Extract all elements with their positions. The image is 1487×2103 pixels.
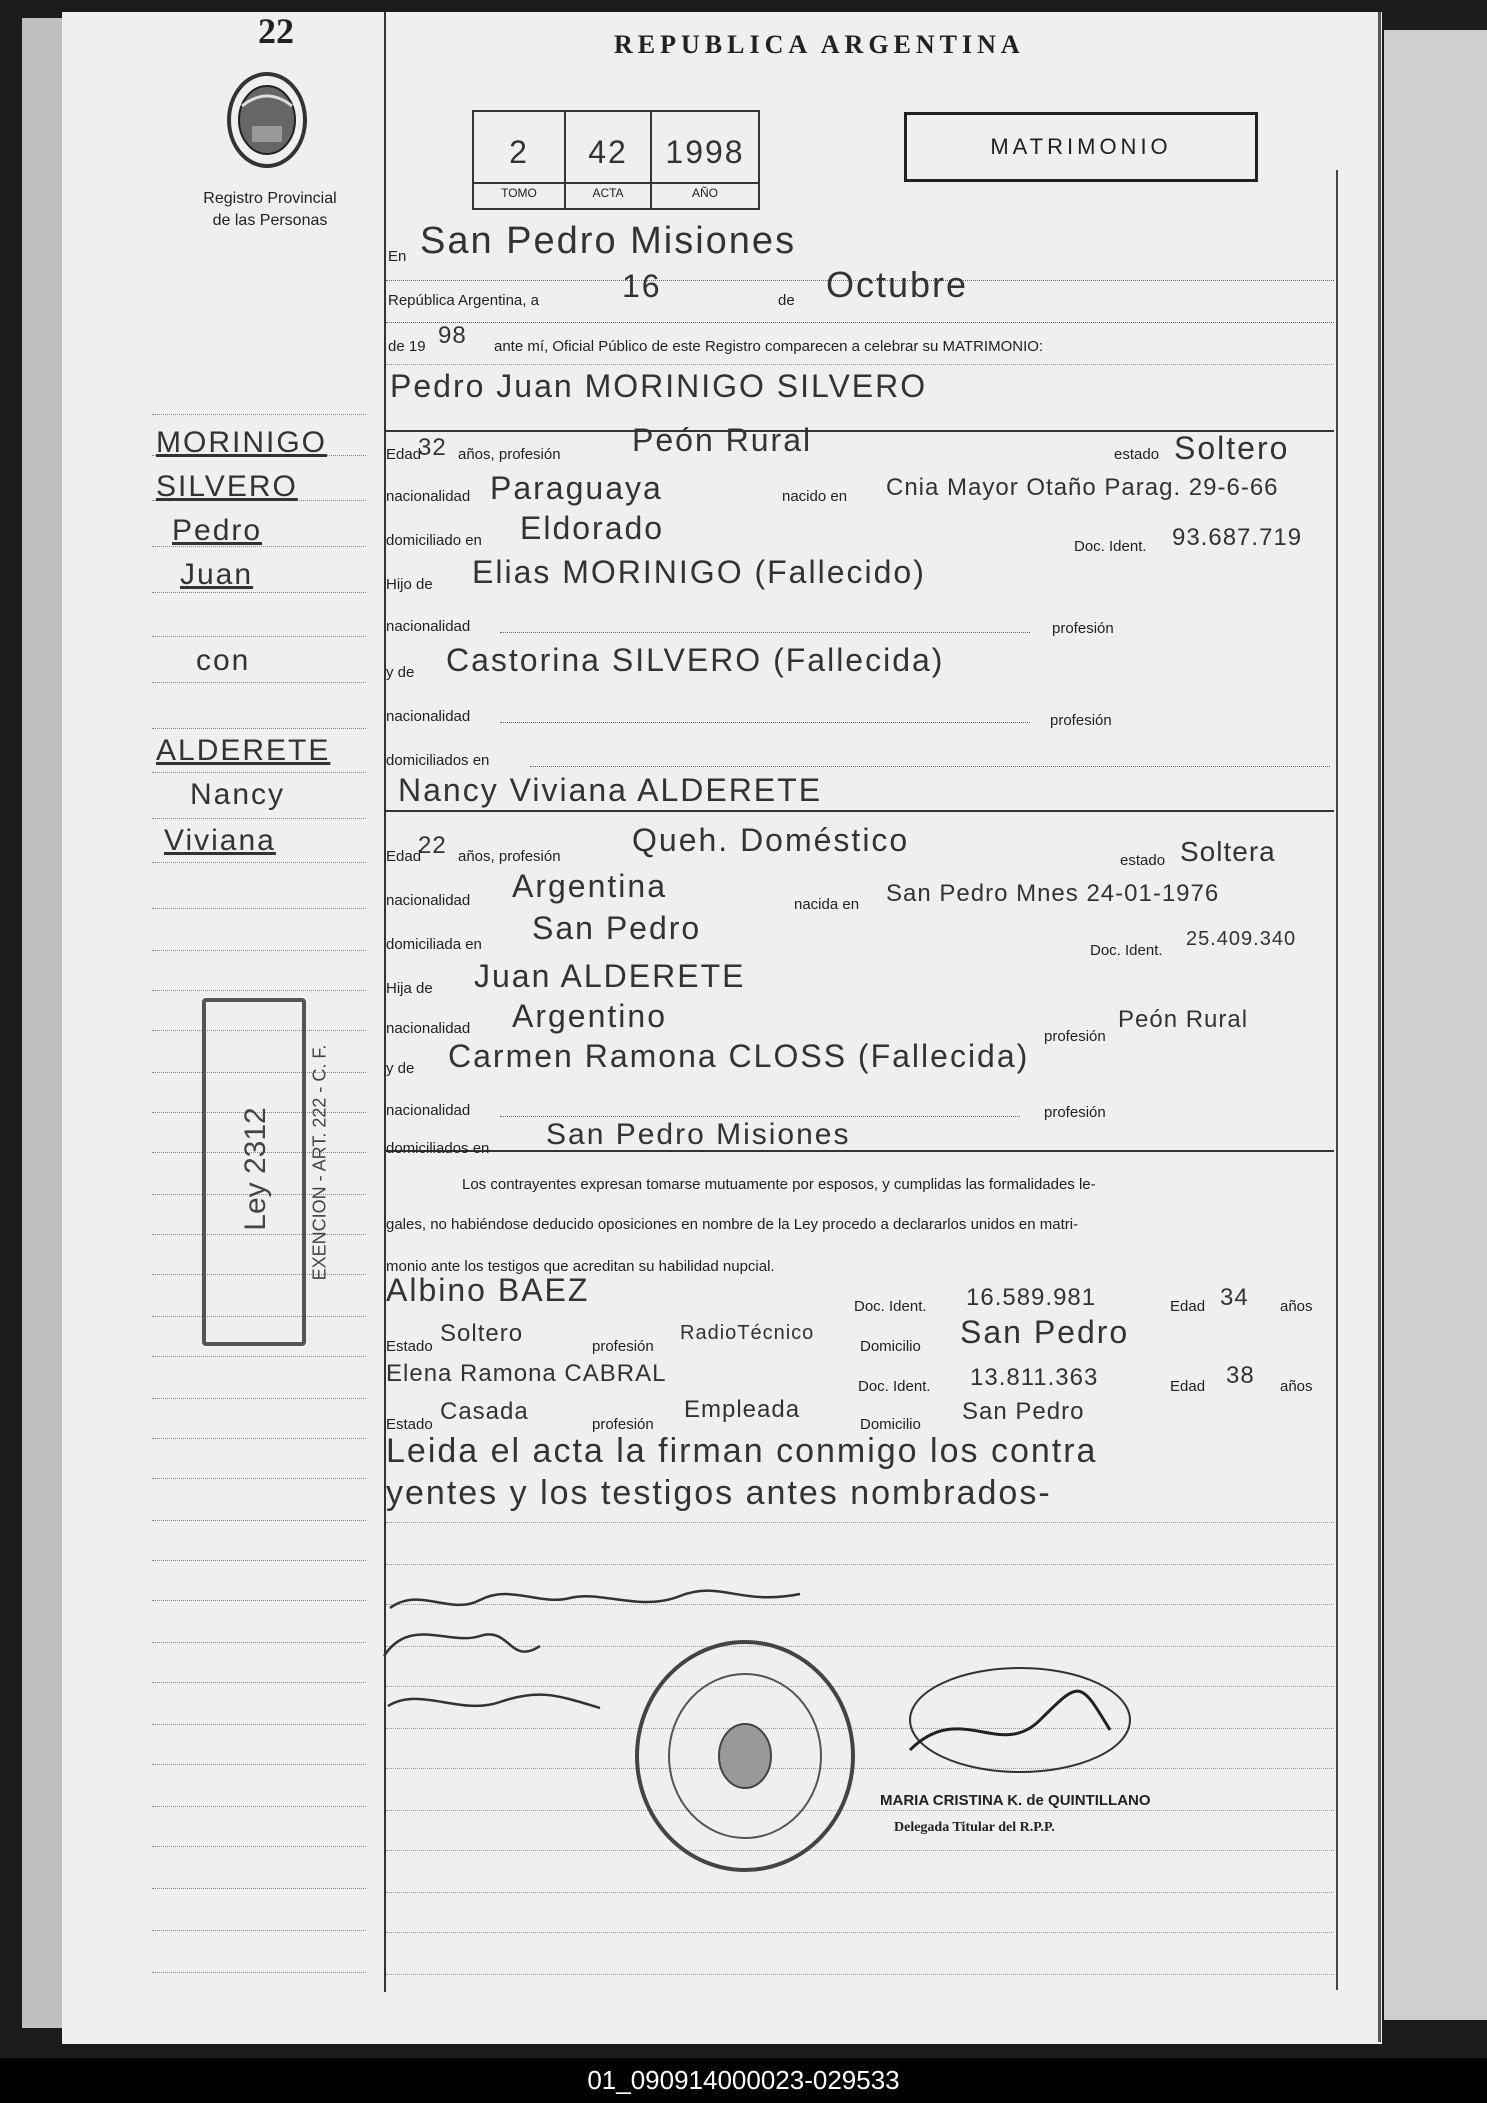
- witness2-domicile: San Pedro: [962, 1398, 1085, 1425]
- page-edge: [1378, 12, 1381, 2042]
- groom-father-nat-label: nacionalidad: [386, 618, 471, 635]
- bride-nacida-label: nacida en: [794, 896, 860, 913]
- witness2-doc-label: Doc. Ident.: [858, 1378, 931, 1395]
- groom-nationality-label: nacionalidad: [386, 488, 471, 505]
- exemption-stamp-line-1: Ley 2312: [239, 1107, 272, 1231]
- groom-edad-label: Edad: [386, 446, 422, 463]
- groom-age: 32: [418, 434, 447, 461]
- bride-mother: Carmen Ramona CLOSS (Fallecida): [448, 1038, 1030, 1074]
- exemption-stamp: [202, 998, 330, 1346]
- witness2-domicilio-label: Domicilio: [860, 1416, 921, 1433]
- bride-estado-label: estado: [1120, 852, 1166, 869]
- registry-name: [180, 188, 360, 232]
- groom-domicile-label: domiciliado en: [386, 532, 482, 549]
- sidebar-bride-given-2: Viviana: [164, 824, 276, 857]
- tomo-label: TOMO: [501, 186, 537, 200]
- bride-father-nationality: Argentino: [512, 998, 667, 1034]
- official-text: ante mí, Oficial Público de este Registro comparecen a celebrar su MATRIMONIO:: [494, 338, 1044, 355]
- groom-father-label: Hijo de: [386, 576, 433, 593]
- bride-nationality-label: nacionalidad: [386, 892, 471, 909]
- anio-value: 1998: [665, 134, 745, 170]
- official-signature: [900, 1660, 1140, 1800]
- witness1-prof-label: profesión: [592, 1338, 654, 1355]
- de-label: de: [778, 292, 795, 309]
- witness2-doc: 13.811.363: [970, 1364, 1099, 1391]
- republic-label: República Argentina, a: [388, 292, 539, 309]
- bride-nationality: Argentina: [512, 868, 667, 904]
- record-number-box: [472, 110, 760, 210]
- sidebar-groom-given-1: Pedro: [172, 514, 263, 547]
- sidebar-groom-given-2: Juan: [180, 558, 254, 591]
- witness2-edad-label: Edad: [1170, 1378, 1206, 1395]
- official-title: Delegada Titular del R.P.P.: [894, 1820, 1055, 1835]
- witness1-domicile: San Pedro: [960, 1314, 1130, 1350]
- witness1-status: Soltero: [440, 1320, 524, 1347]
- sidebar-groom-surname-1: MORINIGO: [156, 426, 327, 459]
- provincial-seal-icon: [222, 66, 312, 174]
- exemption-stamp-line-2: EXENCION - ART. 222 - C. F.: [309, 1044, 330, 1281]
- registry-line-1: Registro Provincial: [203, 190, 337, 207]
- adjacent-page: [1384, 30, 1487, 2020]
- groom-mother: Castorina SILVERO (Fallecida): [446, 642, 945, 678]
- declaration-line-2: gales, no habiéndose deducido oposiciones en nombre de la Ley procedo a declararlos unidos en matri-: [386, 1216, 1079, 1233]
- sidebar-connector: con: [196, 644, 251, 677]
- witness2-anos-label: años: [1280, 1378, 1313, 1395]
- groom-birthplace: Cnia Mayor Otaño Parag. 29-6-66: [886, 474, 1279, 501]
- witness2-age: 38: [1226, 1362, 1255, 1389]
- bride-parents-domicile-label: domiciliados en: [386, 1140, 490, 1157]
- witness2-prof-label: profesión: [592, 1416, 654, 1433]
- sidebar-groom-surname-2: SILVERO: [156, 470, 298, 503]
- bride-father-label: Hija de: [386, 980, 433, 997]
- closing-line-1: Leida el acta la firman conmigo los contra: [386, 1432, 1098, 1470]
- declaration-line-1: Los contrayentes expresan tomarse mutuamente por esposos, y cumplidas las formalidades le-: [462, 1176, 1096, 1193]
- witness2-name: Elena Ramona CABRAL: [386, 1360, 667, 1387]
- file-id-footer: 01_090914000023-029533: [0, 2058, 1487, 2103]
- groom-doc-label: Doc. Ident.: [1074, 538, 1147, 555]
- witness2-profession: Empleada: [684, 1396, 801, 1423]
- bride-parents-domicile: San Pedro Misiones: [546, 1118, 851, 1151]
- bride-status: Soltera: [1180, 836, 1276, 867]
- groom-status: Soltero: [1174, 430, 1290, 466]
- anio-label: AÑO: [691, 186, 718, 200]
- bride-father: Juan ALDERETE: [474, 958, 746, 994]
- marriage-month: Octubre: [826, 264, 969, 305]
- witness1-anos-label: años: [1280, 1298, 1313, 1315]
- witness1-name: Albino BAEZ: [386, 1272, 590, 1308]
- groom-prof-label: años, profesión: [458, 446, 561, 463]
- right-margin-line: [1336, 170, 1338, 1990]
- acta-label: ACTA: [592, 186, 624, 200]
- sidebar-bride-given-1: Nancy: [190, 778, 286, 811]
- year-prefix: de 19: [388, 338, 426, 355]
- witness1-profession: RadioTécnico: [680, 1322, 815, 1344]
- bride-profession: Queh. Doméstico: [632, 822, 910, 858]
- witness1-age: 34: [1220, 1284, 1249, 1311]
- bride-full-name: Nancy Viviana ALDERETE: [398, 772, 823, 808]
- declaration-line-3: monio ante los testigos que acreditan su habilidad nupcial.: [386, 1258, 775, 1275]
- bride-doc: 25.409.340: [1186, 928, 1297, 950]
- acta-value: 42: [588, 134, 628, 170]
- witness1-domicilio-label: Domicilio: [860, 1338, 921, 1355]
- witness2-estado-label: Estado: [386, 1416, 433, 1433]
- groom-full-name: Pedro Juan MORINIGO SILVERO: [390, 368, 928, 404]
- groom-mother-label: y de: [386, 664, 415, 681]
- groom-doc: 93.687.719: [1172, 524, 1303, 551]
- groom-father-prof-label: profesión: [1052, 620, 1114, 637]
- record-type: MATRIMONIO: [990, 134, 1172, 159]
- closing-line-2: yentes y los testigos antes nombrados-: [386, 1474, 1052, 1512]
- bride-mother-label: y de: [386, 1060, 415, 1077]
- witness1-estado-label: Estado: [386, 1338, 433, 1355]
- marriage-place: San Pedro Misiones: [420, 220, 797, 262]
- groom-domicile: Eldorado: [520, 510, 665, 546]
- witness2-status: Casada: [440, 1398, 529, 1425]
- bride-prof-label: años, profesión: [458, 848, 561, 865]
- groom-father: Elias MORINIGO (Fallecido): [472, 554, 926, 590]
- groom-nationality: Paraguaya: [490, 470, 663, 506]
- marriage-day: 16: [622, 268, 662, 304]
- country-title: REPUBLICA ARGENTINA: [614, 30, 1025, 59]
- bride-domicile-label: domiciliada en: [386, 936, 482, 953]
- witness1-doc-label: Doc. Ident.: [854, 1298, 927, 1315]
- bride-birthplace: San Pedro Mnes 24-01-1976: [886, 880, 1220, 907]
- groom-parents-domicile-label: domiciliados en: [386, 752, 490, 769]
- page-number: 22: [258, 11, 294, 51]
- groom-mother-prof-label: profesión: [1050, 712, 1112, 729]
- bride-mother-nat-label: nacionalidad: [386, 1102, 471, 1119]
- tomo-value: 2: [509, 134, 529, 170]
- sidebar-bride-surname: ALDERETE: [156, 734, 331, 767]
- bride-father-nat-label: nacionalidad: [386, 1020, 471, 1037]
- bride-mother-prof-label: profesión: [1044, 1104, 1106, 1121]
- bride-domicile: San Pedro: [532, 910, 702, 946]
- registry-line-2: de las Personas: [212, 212, 328, 229]
- year-suffix: 98: [438, 322, 467, 349]
- registry-round-stamp: [630, 1636, 860, 1876]
- witness1-doc: 16.589.981: [966, 1284, 1097, 1311]
- groom-profession: Peón Rural: [632, 422, 813, 458]
- bride-father-profession: Peón Rural: [1118, 1006, 1249, 1033]
- bride-doc-label: Doc. Ident.: [1090, 942, 1163, 959]
- record-type-box: [904, 112, 1258, 182]
- groom-nacido-label: nacido en: [782, 488, 848, 505]
- groom-estado-label: estado: [1114, 446, 1160, 463]
- bride-edad-label: Edad: [386, 848, 422, 865]
- official-name: MARIA CRISTINA K. de QUINTILLANO: [880, 1792, 1151, 1809]
- en-label: En: [388, 248, 407, 265]
- groom-mother-nat-label: nacionalidad: [386, 708, 471, 725]
- witness1-edad-label: Edad: [1170, 1298, 1206, 1315]
- bride-father-prof-label: profesión: [1044, 1028, 1106, 1045]
- bride-age: 22: [418, 832, 447, 859]
